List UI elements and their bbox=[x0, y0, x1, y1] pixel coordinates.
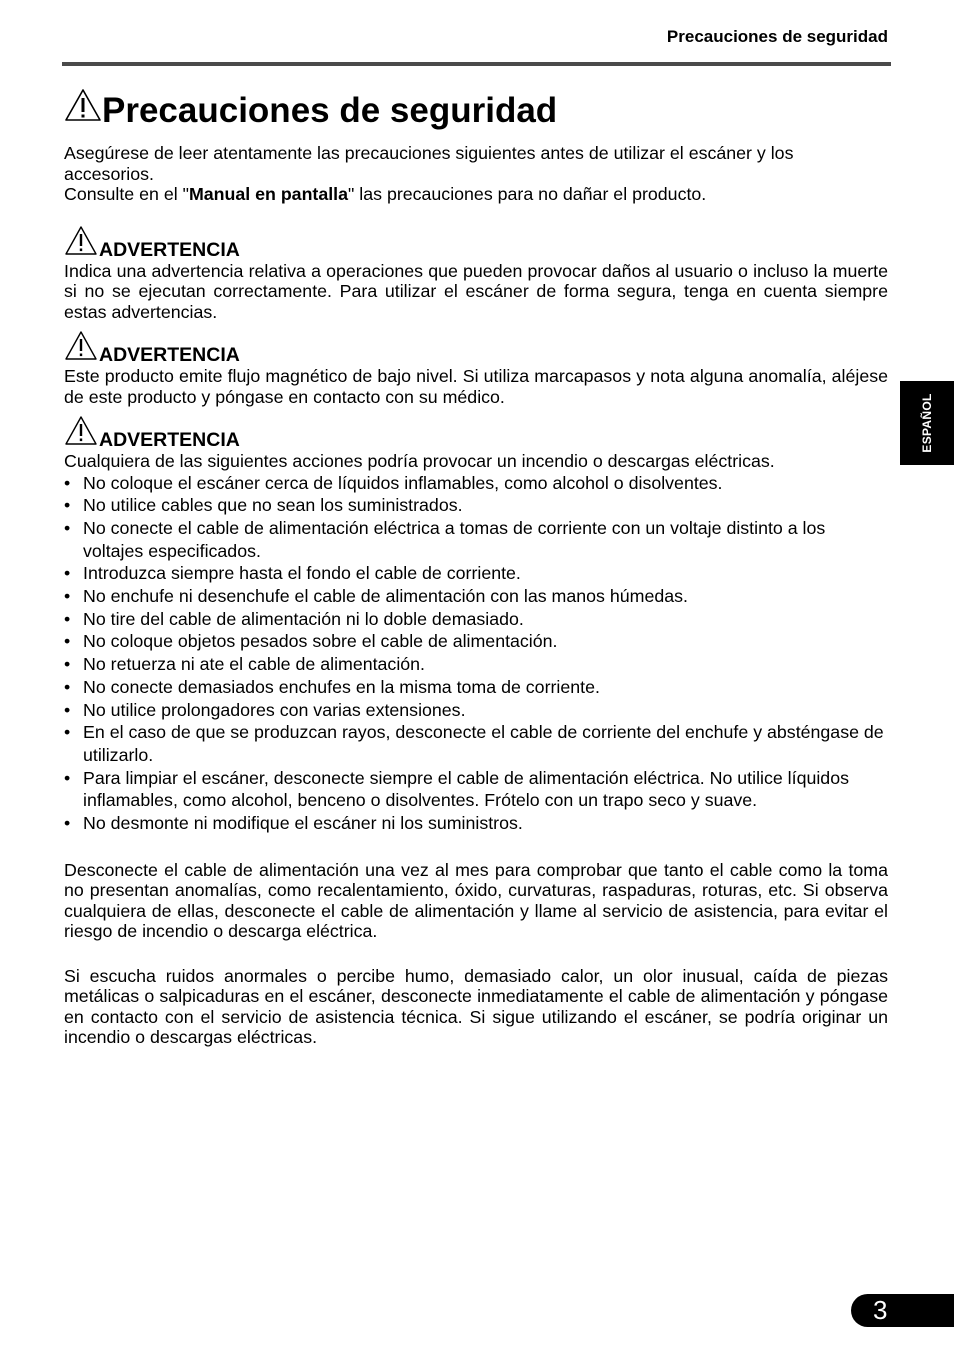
list-item: • En el caso de que se produzcan rayos, desconecte el cable de corriente del enchufe y absténgase de utilizarlo. bbox=[64, 721, 888, 766]
list-item: • No utilice cables que no sean los suministrados. bbox=[64, 494, 888, 517]
list-item: • No retuerza ni ate el cable de alimentación. bbox=[64, 653, 888, 676]
cable-check-paragraph: Desconecte el cable de alimentación una vez al mes para comprobar que tanto el cable como la toma no presentan anomalías, como recalentamiento, óxido, curvaturas, raspaduras, roturas, etc. Si observa cualquiera de ellas, desconecte el cable de alimentación y llame al servicio de asistencia, para evitar el riesgo de incendio o descarga eléctrica. bbox=[64, 859, 888, 942]
list-item: • No coloque objetos pesados sobre el cable de alimentación. bbox=[64, 630, 888, 653]
section-heading-text: ADVERTENCIA bbox=[99, 344, 240, 366]
page-number: 3 bbox=[873, 1295, 888, 1325]
running-header: Precauciones de seguridad bbox=[666, 27, 888, 46]
section-heading-text: ADVERTENCIA bbox=[99, 238, 240, 261]
list-item: • Para limpiar el escáner, desconecte siempre el cable de alimentación eléctrica. No utilice líquidos inflamables, como alcohol, benceno o disolventes. Frótelo con un trapo seco y suave. bbox=[64, 767, 888, 812]
list-item: • No utilice prolongadores con varias extensiones. bbox=[64, 699, 888, 722]
page-number-tab bbox=[851, 1294, 954, 1327]
page-title bbox=[64, 88, 557, 134]
section-heading-text: ADVERTENCIA bbox=[99, 429, 240, 451]
list-item: • No conecte demasiados enchufes en la misma toma de corriente. bbox=[64, 676, 888, 699]
section-text: Cualquiera de las siguientes acciones podría provocar un incendio o descargas eléctricas. bbox=[64, 451, 775, 471]
list-item: • Introduzca siempre hasta el fondo el cable de corriente. bbox=[64, 562, 888, 585]
section-text: Este producto emite flujo magnético de bajo nivel. Si utiliza marcapasos y nota alguna anomalía, aléjese de este producto y póngase en contacto con su médico. bbox=[64, 366, 888, 407]
list-item: • No tire del cable de alimentación ni lo doble demasiado. bbox=[64, 608, 888, 631]
intro-line-2 bbox=[64, 184, 888, 205]
list-item: • No conecte el cable de alimentación eléctrica a tomas de corriente con un voltaje distinto a los voltajes especificados. bbox=[64, 517, 888, 562]
page-title-text: Precauciones de seguridad bbox=[102, 91, 558, 130]
section-text: Indica una advertencia relativa a operaciones que pueden provocar daños al usuario o incluso la muerte si no se ejecutan correctamente. Para utilizar el escáner de forma segura, tenga en cuenta siempre estas advertencias. bbox=[64, 260, 888, 322]
section-heading bbox=[64, 330, 888, 366]
warning-bullet-list bbox=[64, 472, 888, 835]
warning-triangle-icon bbox=[64, 330, 98, 366]
warning-triangle-icon bbox=[64, 415, 98, 451]
language-label: ESPAÑOL bbox=[920, 393, 934, 453]
intro-line-1: Asegúrese de leer atentamente las precauciones siguientes antes de utilizar el escáner y los accesorios. bbox=[64, 143, 794, 184]
list-item: • No desmonte ni modifique el escáner ni los suministros. bbox=[64, 812, 888, 835]
header-rule bbox=[62, 62, 891, 66]
language-side-tab bbox=[900, 381, 954, 465]
section-heading bbox=[64, 225, 888, 261]
manual-en-pantalla-text: Manual en pantalla bbox=[188, 184, 349, 204]
list-item: • No coloque el escáner cerca de líquidos inflamables, como alcohol o disolventes. bbox=[64, 472, 888, 495]
list-item: • No enchufe ni desenchufe el cable de alimentación con las manos húmedas. bbox=[64, 585, 888, 608]
content bbox=[64, 143, 888, 1048]
warning-triangle-icon bbox=[64, 88, 102, 134]
section-heading bbox=[64, 415, 888, 451]
intro-line-2-before: Consulte en el " bbox=[64, 184, 189, 204]
warning-triangle-icon bbox=[64, 225, 98, 261]
intro-line-2-after: " las precauciones para no dañar el producto. bbox=[348, 184, 707, 204]
abnormal-noise-paragraph: Si escucha ruidos anormales o percibe humo, demasiado calor, un olor inusual, caída de piezas metálicas o salpicaduras en el escáner, desconecte inmediatamente el cable de alimentación y póngase en contacto con el servicio de asistencia técnica. Si sigue utilizando el escáner, se podría originar un incendio o descargas eléctricas. bbox=[64, 965, 888, 1048]
